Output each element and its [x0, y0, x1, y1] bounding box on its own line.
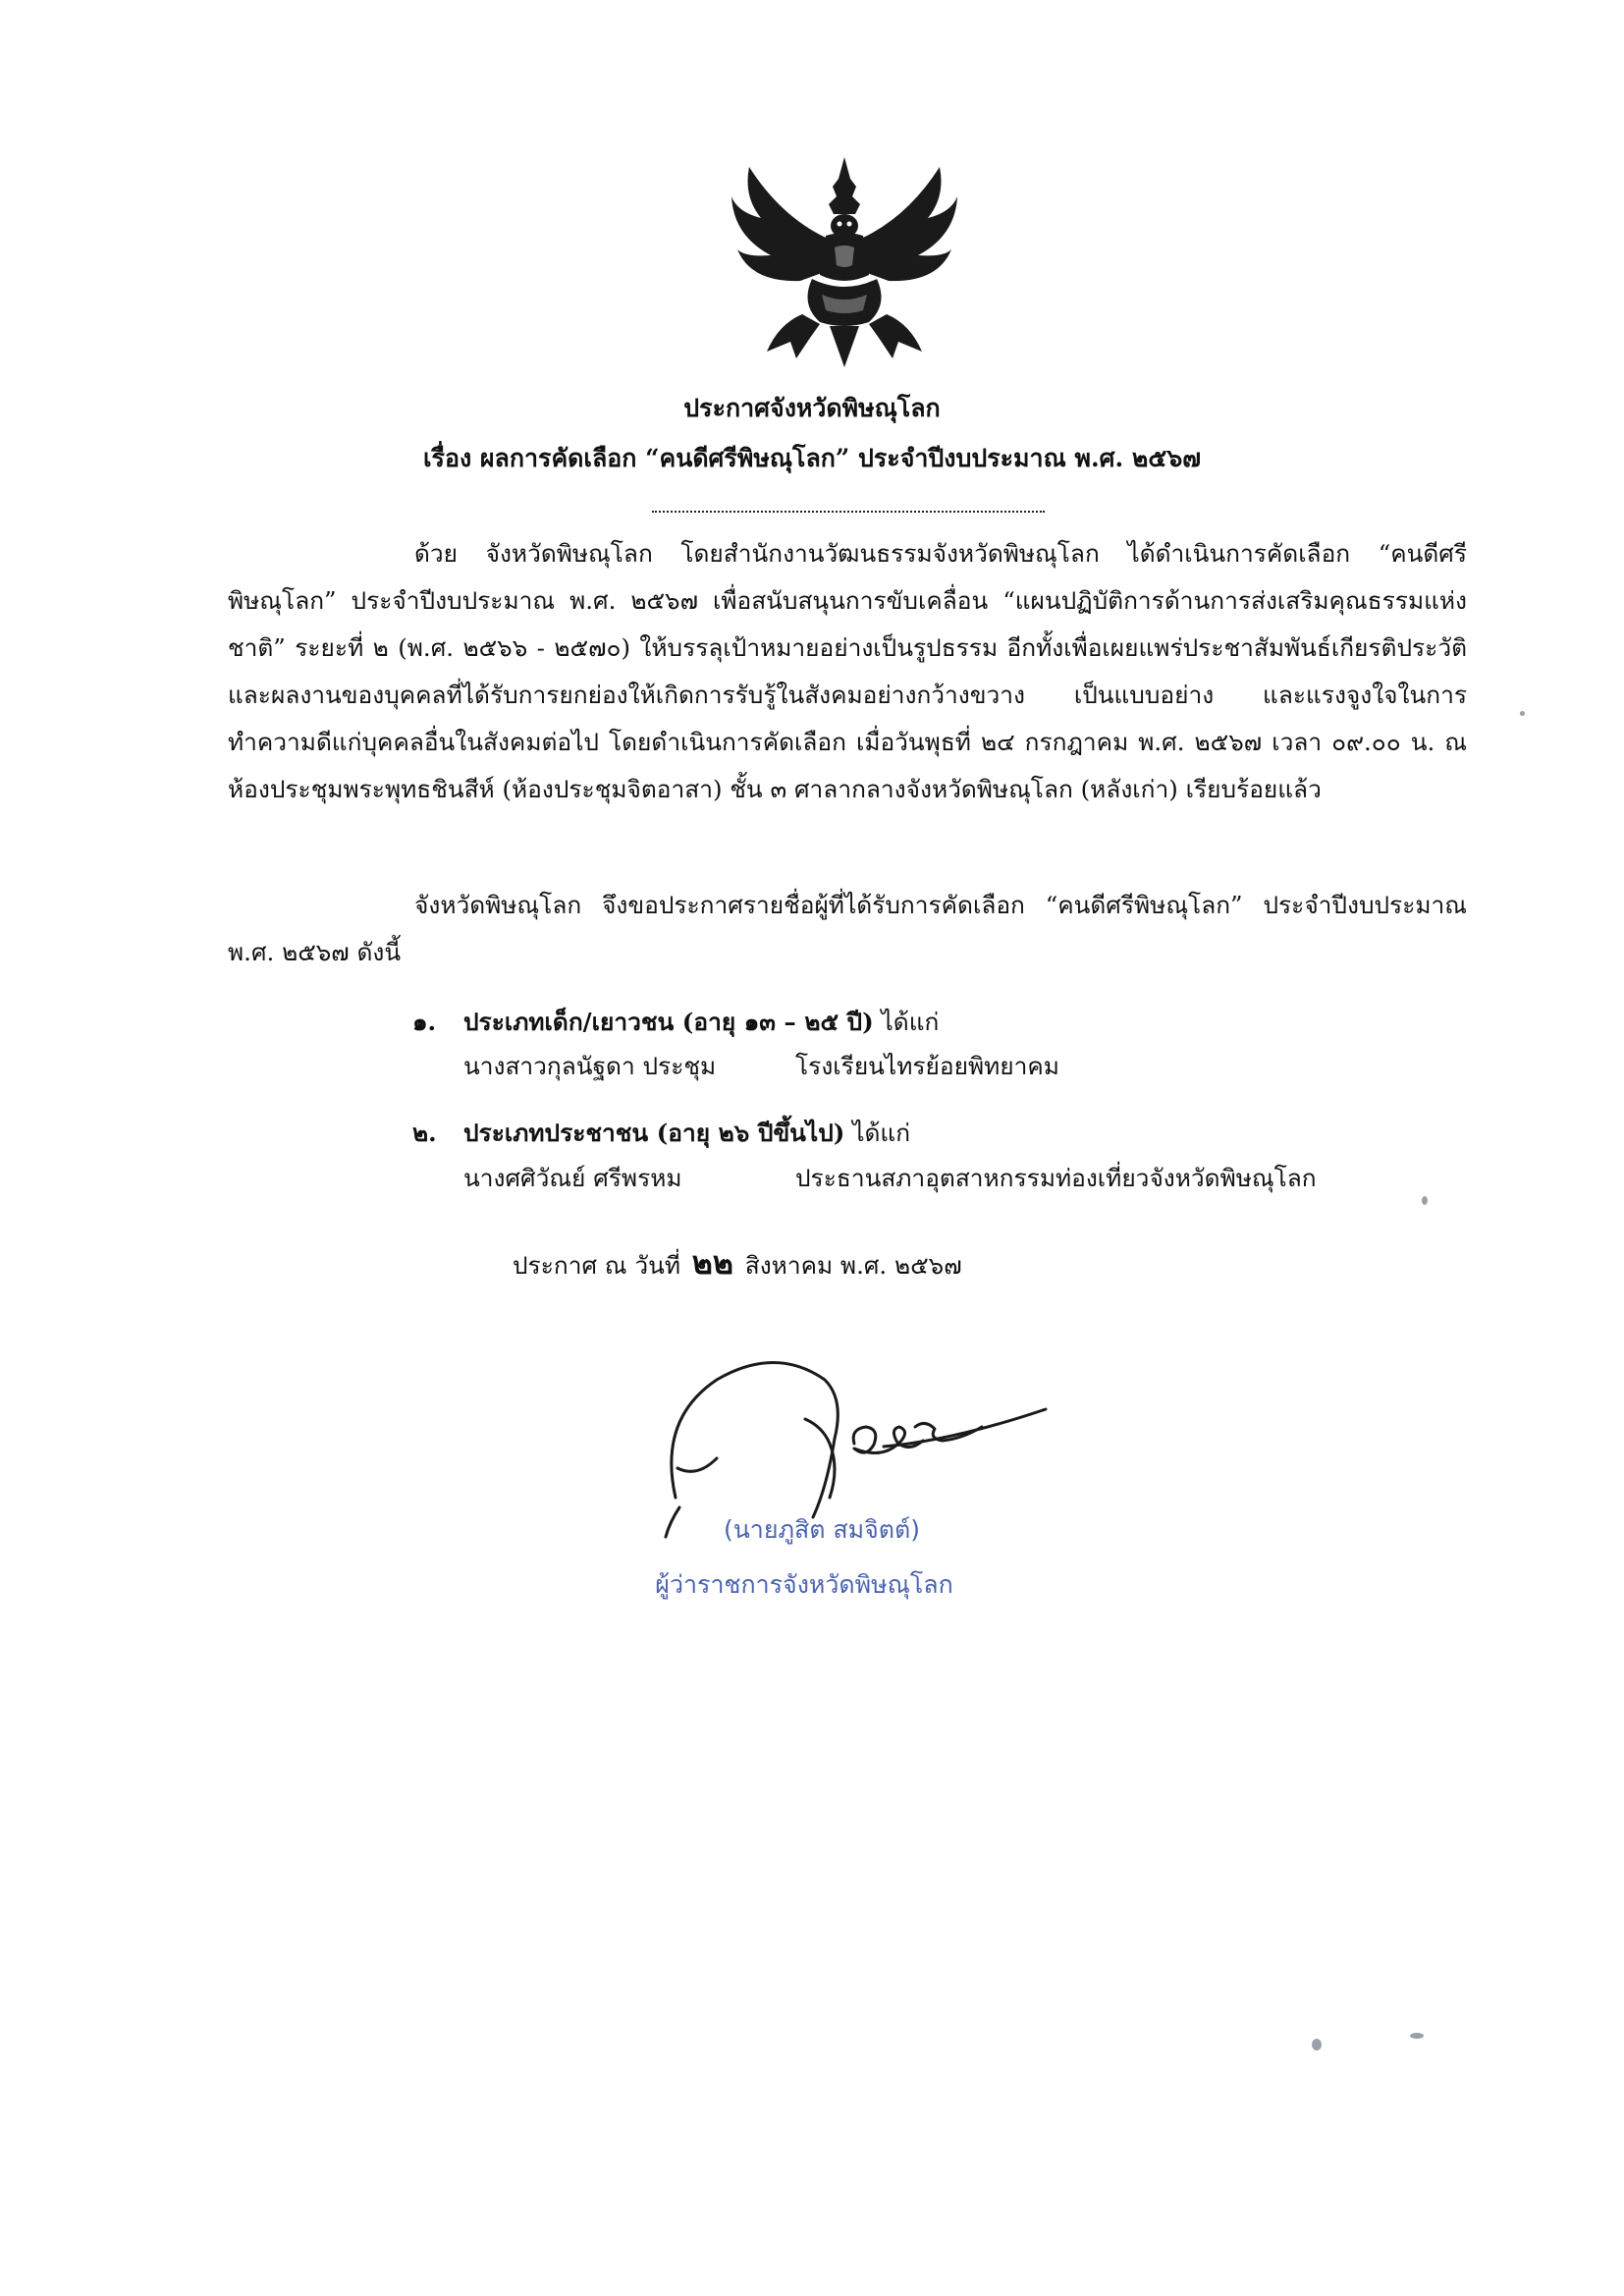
category-title: ประเภทเด็ก/เยาวชน (อายุ ๑๓ – ๒๕ ปี) [463, 1008, 874, 1036]
date-prefix: ประกาศ ณ วันที่ [513, 1251, 680, 1280]
scan-speck [1422, 1196, 1428, 1205]
date-day-handwritten: ๒๒ [691, 1244, 733, 1282]
garuda-emblem-icon [731, 157, 957, 368]
announcement-title: ประกาศจังหวัดพิษณุโลก [683, 394, 941, 422]
scan-speck [1520, 711, 1525, 716]
date-suffix: สิงหาคม พ.ศ. ๒๕๖๗ [744, 1251, 962, 1280]
category-number: ๑. [412, 1008, 437, 1036]
awardee-name: นางสาวกุลนัฐดา ประชุม [463, 1052, 717, 1080]
category-suffix: ได้แก่ [844, 1119, 911, 1147]
awardee-name: นางศศิวัณย์ ศรีพรหม [463, 1164, 682, 1192]
category-suffix: ได้แก่ [873, 1008, 940, 1036]
body-paragraph-1: ด้วย จังหวัดพิษณุโลก โดยสำนักงานวัฒนธรรมจังหวัดพิษณุโลก ได้ดำเนินการคัดเลือก “คนดีศรีพิษณุโลก” ประจำปีงบประมาณ พ.ศ. ๒๕๖๗ เพื่อสนับสนุนการขับเคลื่อน “แผนปฏิบัติการด้านการส่งเสริมคุณธรรมแห่งชาติ” ระยะที่ ๒ (พ.ศ. ๒๕๖๖ - ๒๕๗๐) ให้บรรลุเป้าหมายอย่างเป็นรูปธรรม อีกทั้งเพื่อเผยแพร่ประชาสัมพันธ์เกียรติประวัติ และผลงานของบุคคลที่ได้รับการยกย่องให้เกิดการรับรู้ในสังคมอย่างกว้างขวาง เป็นแบบอย่าง และแรงจูงใจในการทำความดีแก่บุคคลอื่นในสังคมต่อไป โดยดำเนินการคัดเลือก เมื่อวันพุธที่ ๒๔ กรกฎาคม พ.ศ. ๒๕๖๗ เวลา ๐๙.๐๐ น. ณ ห้องประชุมพระพุทธชินสีห์ (ห้องประชุมจิตอาสา) ชั้น ๓ ศาลากลางจังหวัดพิษณุโลก (หลังเก่า) เรียบร้อยแล้ว [228, 539, 1467, 803]
category-youth [412, 1000, 939, 1045]
body-paragraph-2: จังหวัดพิษณุโลก จึงขอประกาศรายชื่อผู้ที่ได้รับการคัดเลือก “คนดีศรีพิษณุโลก” ประจำปีงบประมาณ พ.ศ. ๒๕๖๗ ดังนี้ [228, 891, 1467, 966]
category-number: ๒. [412, 1119, 437, 1147]
category-public [412, 1111, 910, 1156]
announcement-date [513, 1240, 962, 1288]
scan-speck [1410, 2033, 1424, 2039]
category-title: ประเภทประชาชน (อายุ ๒๖ ปีขึ้นไป) [463, 1119, 845, 1147]
awardee-affiliation: ประธานสภาอุตสาหกรรมท่องเที่ยวจังหวัดพิษณุโลก [795, 1164, 1317, 1192]
signer-position: ผู้ว่าราชการจังหวัดพิษณุโลก [655, 1570, 953, 1599]
dotted-divider [652, 511, 1045, 513]
announcement-subject: เรื่อง ผลการคัดเลือก “คนดีศรีพิษณุโลก” ประจำปีงบประมาณ พ.ศ. ๒๕๖๗ [422, 444, 1202, 472]
scan-speck [1312, 2039, 1322, 2050]
awardee-affiliation: โรงเรียนไทรย้อยพิทยาคม [795, 1052, 1059, 1080]
signer-name: (นายภูสิต สมจิตต์) [723, 1515, 921, 1544]
